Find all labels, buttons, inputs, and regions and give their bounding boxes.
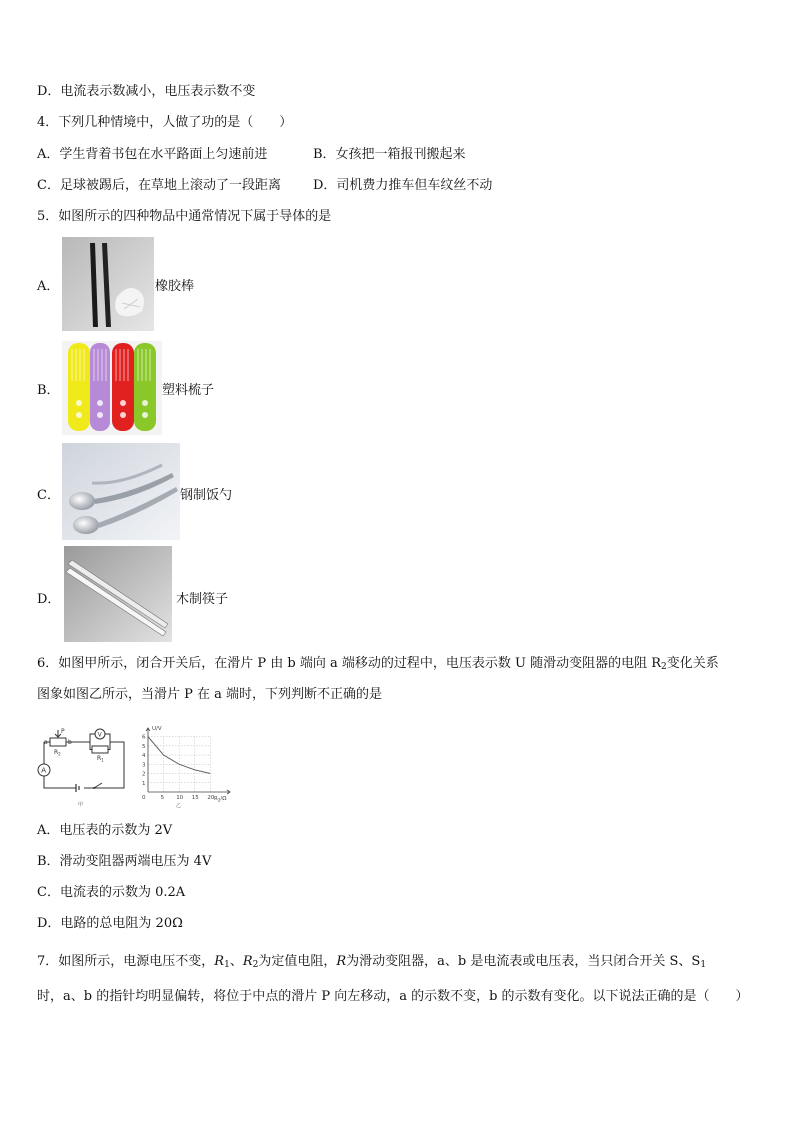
circuit-figure-label: 甲	[78, 802, 84, 808]
q5-option-d-caption: 木制筷子	[176, 592, 229, 607]
r1-label: $R_1$	[97, 755, 104, 763]
q3-option-d: D．电流表示数减小，电压表示数不变	[37, 84, 256, 99]
y-tick-label: 6	[142, 734, 146, 741]
slider-p-label: P	[61, 728, 65, 735]
q5-option-d-letter: D．	[37, 592, 61, 607]
q4-option-a: A．学生背着书包在水平路面上匀速前进	[37, 147, 268, 162]
ammeter-label: A	[41, 766, 46, 775]
plastic-combs-photo	[62, 341, 162, 435]
y-tick-label: 4	[142, 753, 146, 760]
q5-stem: 5．如图所示的四种物品中通常情况下属于导体的是	[37, 209, 332, 224]
q6-option-c: C．电流表的示数为 0.2A	[37, 885, 186, 900]
q6-option-b: B．滑动变阻器两端电压为 4V	[37, 854, 212, 869]
q5-option-a-caption: 橡胶棒	[155, 279, 195, 294]
rubber-rods-photo	[62, 237, 154, 331]
q7-stem-line2: 时，a、b 的指针均明显偏转，将位于中点的滑片 P 向左移动，a 的示数不变，b 的示数有变化。以下说法正确的是（ ）	[37, 989, 749, 1004]
r2-resistor	[50, 738, 66, 746]
q6-graph	[136, 722, 238, 808]
graph-figure-label: 乙	[176, 803, 182, 808]
x-tick-label: 5	[160, 795, 165, 801]
y-axis-label: U/V	[152, 726, 162, 732]
q4-option-d: D．司机费力推车但车纹丝不动	[313, 178, 493, 193]
q7-stem-line1: 7．如图所示，电源电压不变，$R_1$、$R_2$为定值电阻，R为滑动变阻器，a、b 是电流表或电压表，当只闭合开关 S、$S_1$	[37, 954, 707, 970]
x-axis-label: $R_2/\Omega$	[214, 796, 227, 803]
q4-option-c: C．足球被踢后，在草地上滚动了一段距离	[37, 178, 281, 193]
y-tick-label: 3	[142, 762, 146, 769]
q6-stem-line1: 6．如图甲所示，闭合开关后，在滑片 P 由 b 端向 a 端移动的过程中，电压表示数 U 随滑动变阻器的电阻 $R_2$变化关系	[37, 656, 719, 672]
q5-option-c-letter: C．	[37, 488, 60, 503]
wooden-chopsticks-photo	[64, 546, 172, 642]
steel-spoons-photo	[62, 443, 180, 540]
q6-option-d: D．电路的总电阻为 20Ω	[37, 916, 183, 931]
end-a-label: a	[44, 739, 48, 746]
switch-icon	[94, 783, 102, 788]
r2-label: $R_2$	[54, 749, 61, 757]
y-tick-label: 5	[142, 743, 146, 750]
q5-option-b-caption: 塑料梳子	[162, 383, 215, 398]
x-tick-label: 10	[176, 795, 184, 801]
x-tick-label: 20	[207, 795, 215, 801]
q4-stem: 4．下列几种情境中，人做了功的是（ ）	[37, 115, 293, 130]
end-b-label: b	[68, 739, 72, 746]
r1-resistor	[92, 746, 108, 753]
battery-icon	[76, 784, 79, 792]
q5-option-a-letter: A．	[37, 279, 60, 294]
x-tick-label: 15	[191, 795, 199, 801]
x-tick-label: 0	[142, 795, 146, 801]
q6-circuit-diagram	[34, 724, 130, 808]
q4-option-b: B．女孩把一箱报刊搬起来	[313, 147, 466, 162]
voltmeter-label: V	[97, 731, 102, 739]
q6-stem-line2: 图象如图乙所示，当滑片 P 在 a 端时，下列判断不正确的是	[37, 687, 383, 702]
q5-option-b-letter: B．	[37, 383, 60, 398]
q6-option-a: A．电压表的示数为 2V	[37, 823, 173, 838]
q5-option-c-caption: 钢制饭勺	[180, 488, 233, 503]
y-tick-label: 1	[142, 780, 146, 787]
y-tick-label: 2	[142, 771, 146, 778]
